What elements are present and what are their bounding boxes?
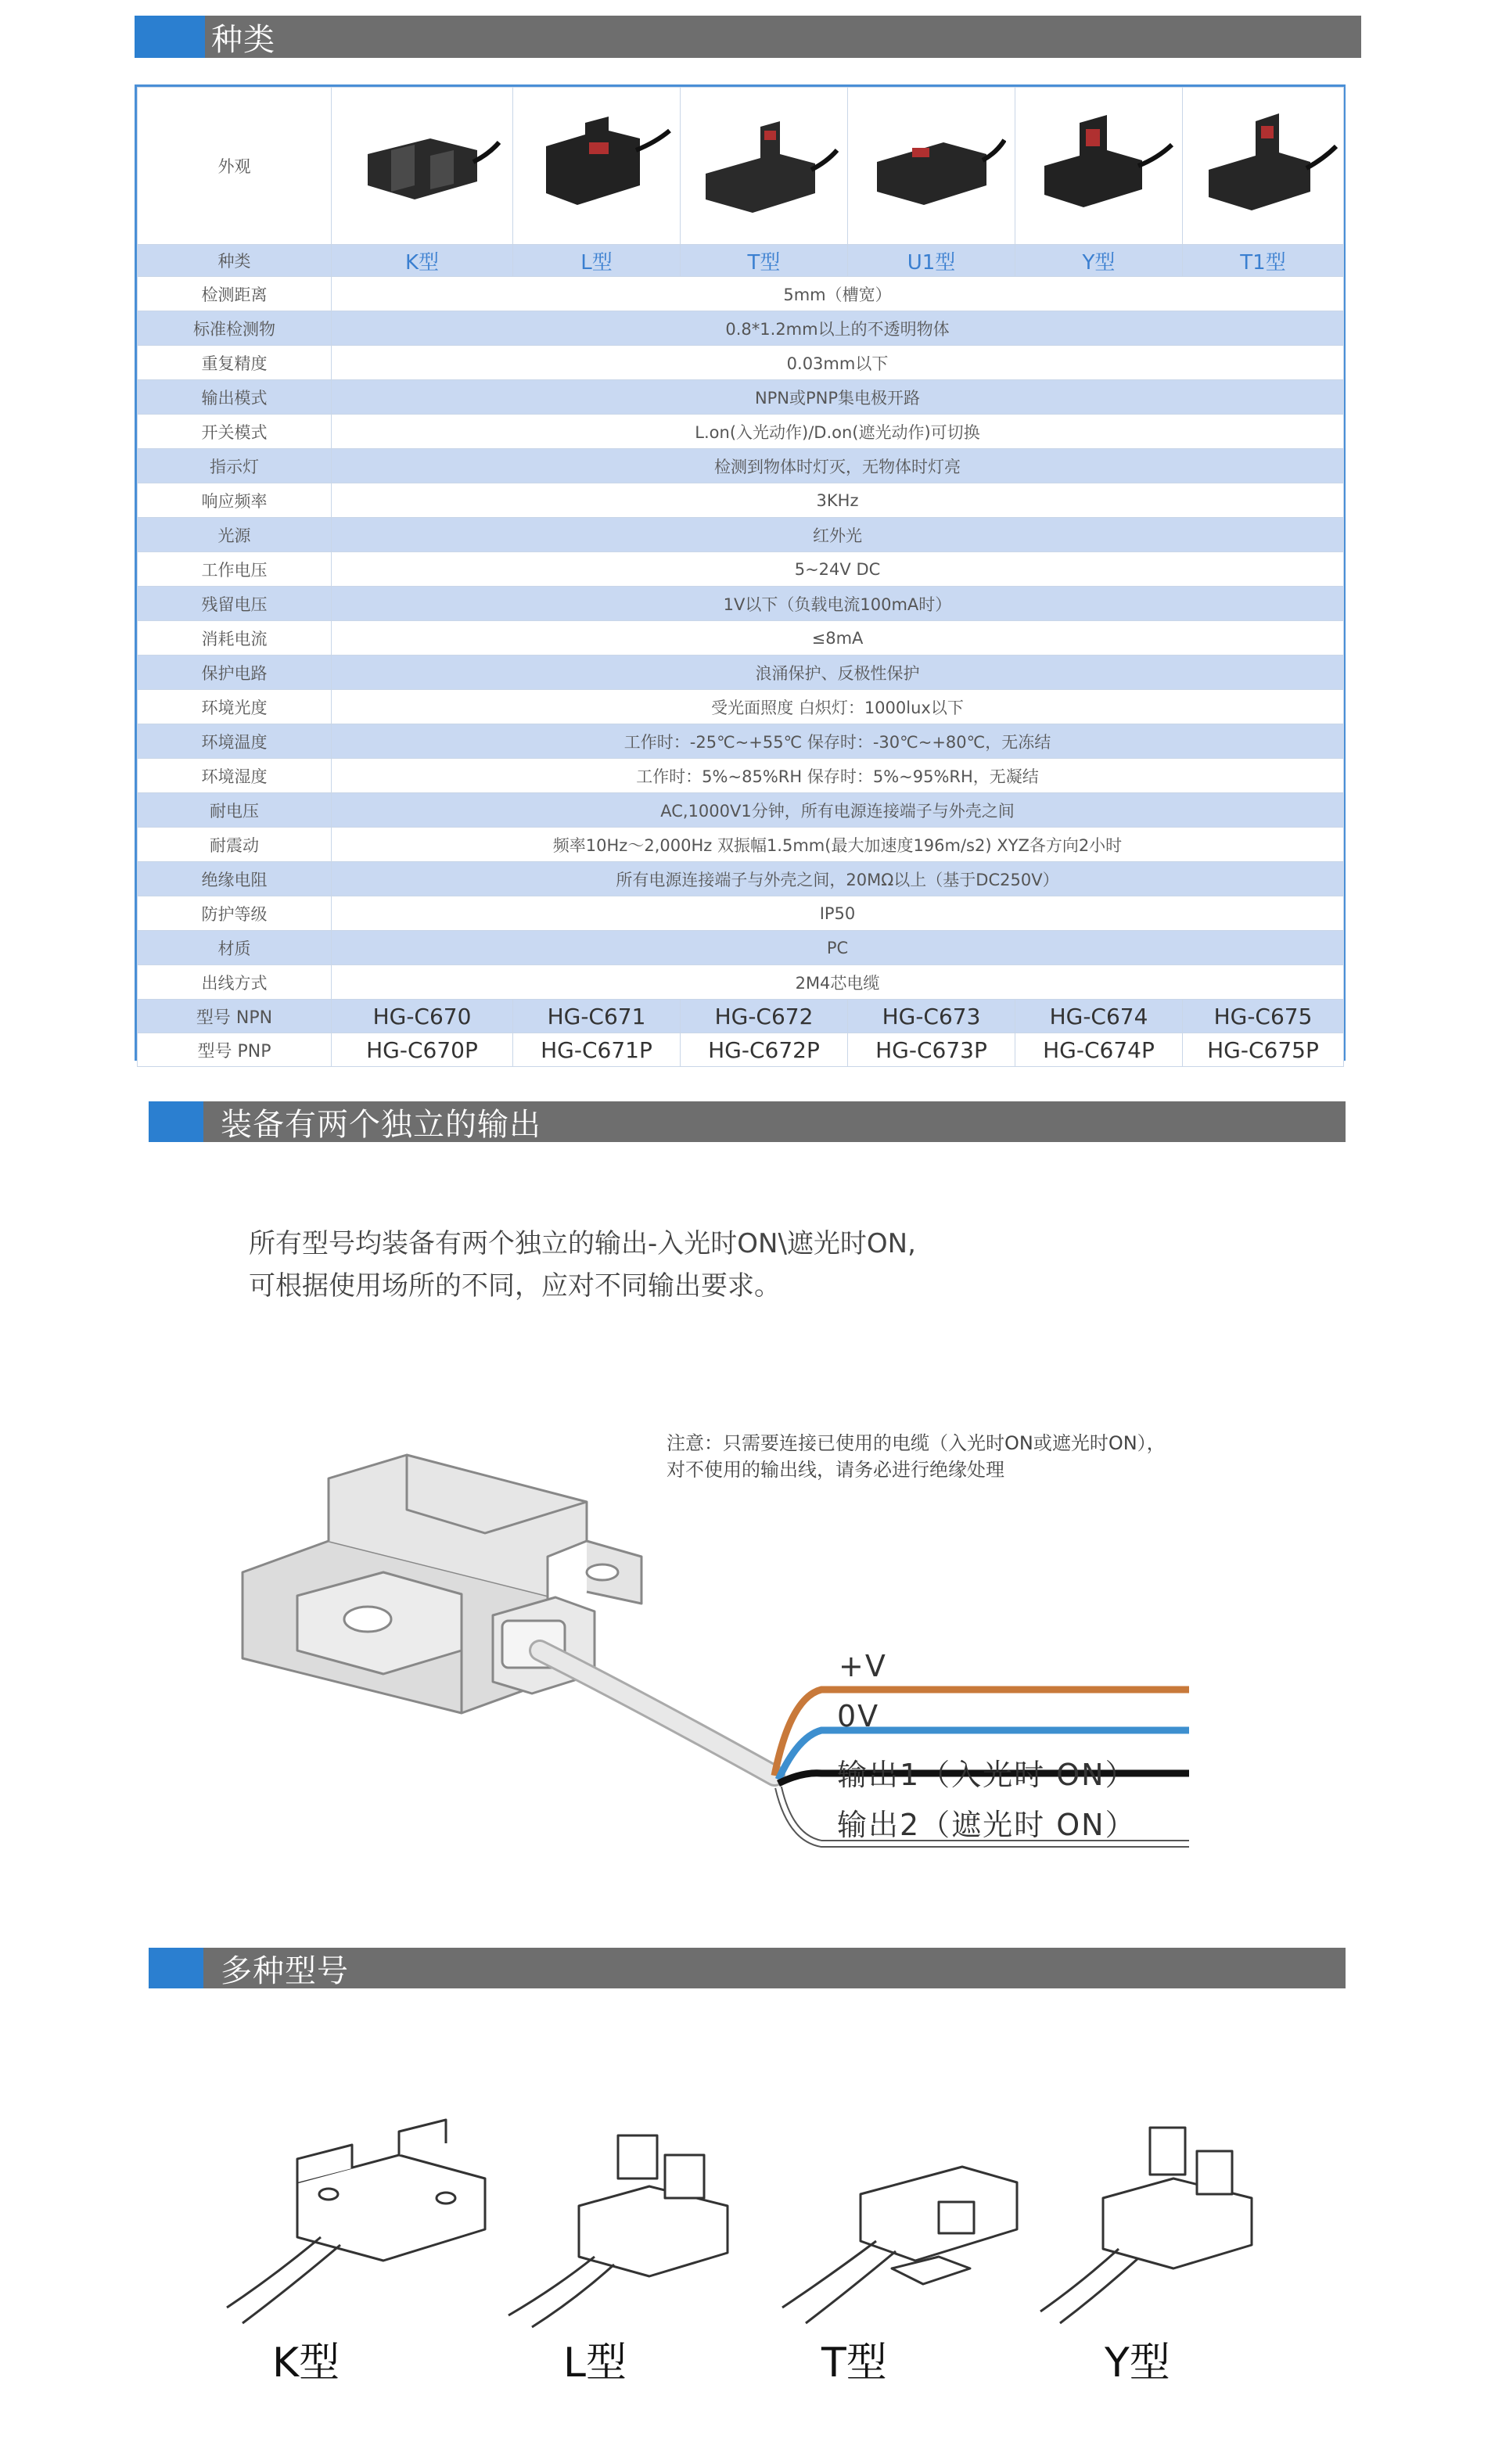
section-title: 装备有两个独立的输出 <box>221 1106 541 1143</box>
type-cell: U1型 <box>848 245 1015 277</box>
model-label-l: L型 <box>563 2340 627 2387</box>
table-row <box>138 828 1344 862</box>
row-value: 0.8*1.2mm以上的不透明物体 <box>332 311 1344 346</box>
sensor-image-u1 <box>848 88 1015 245</box>
desc-line: 可根据使用场所的不同，应对不同输出要求。 <box>249 1270 781 1302</box>
section-header-types <box>135 16 1361 58</box>
row-value: 3KHz <box>332 483 1344 518</box>
type-cell: T型 <box>681 245 848 277</box>
table-row <box>138 518 1344 552</box>
table-row <box>138 896 1344 931</box>
section-title: 多种型号 <box>221 1952 349 1989</box>
table-row <box>138 793 1344 828</box>
model-drawing-y <box>1040 2128 1252 2323</box>
note-line: 对不使用的输出线，请务必进行绝缘处理 <box>667 1459 1004 1481</box>
row-value: 频率10Hz～2,000Hz 双振幅1.5mm(最大加速度196m/s2) XYZ各方向2小时 <box>332 828 1344 862</box>
row-value: PC <box>332 931 1344 965</box>
row-value: 检测到物体时灯灭，无物体时灯亮 <box>332 449 1344 483</box>
type-cell: T1型 <box>1183 245 1344 277</box>
row-label: 保护电路 <box>138 656 332 690</box>
row-label: 环境湿度 <box>138 759 332 793</box>
row-label: 环境光度 <box>138 690 332 724</box>
model-cell: HG-C673P <box>848 1033 1015 1067</box>
row-value: 5~24V DC <box>332 552 1344 587</box>
table-row <box>138 690 1344 724</box>
sensor-image-t1 <box>1183 88 1344 245</box>
row-label: 型号 PNP <box>138 1033 332 1067</box>
row-value: 受光面照度 白炽灯：1000lux以下 <box>332 690 1344 724</box>
section-accent <box>149 1948 203 1988</box>
row-label: 输出模式 <box>138 380 332 415</box>
table-row <box>138 862 1344 896</box>
section-accent <box>149 1101 203 1142</box>
row-value: 红外光 <box>332 518 1344 552</box>
model-cell: HG-C670 <box>332 1000 513 1033</box>
model-cell: HG-C675 <box>1183 1000 1344 1033</box>
row-label: 检测距离 <box>138 277 332 311</box>
row-value: 0.03mm以下 <box>332 346 1344 380</box>
table-row <box>138 656 1344 690</box>
type-cell: Y型 <box>1015 245 1183 277</box>
row-label: 型号 NPN <box>138 1000 332 1033</box>
appearance-row <box>138 88 1344 245</box>
row-label: 耐震动 <box>138 828 332 862</box>
wire-label-plus-v: +V <box>839 1649 887 1683</box>
desc-line: 所有型号均装备有两个独立的输出-入光时ON\遮光时ON, <box>249 1228 916 1259</box>
table-row <box>138 483 1344 518</box>
model-drawing-t <box>782 2167 1017 2323</box>
section-header-outputs <box>149 1101 1346 1142</box>
row-value: L.on(入光动作)/D.on(遮光动作)可切换 <box>332 415 1344 449</box>
note-line: 注意：只需要连接已使用的电缆（入光时ON或遮光时ON）， <box>667 1432 1166 1454</box>
row-label: 响应频率 <box>138 483 332 518</box>
spec-table <box>135 84 1346 1061</box>
model-drawings <box>211 2112 1306 2331</box>
model-cell: HG-C675P <box>1183 1033 1344 1067</box>
sensor-image-y <box>1015 88 1183 245</box>
row-value: 5mm（槽宽） <box>332 277 1344 311</box>
model-cell: HG-C670P <box>332 1033 513 1067</box>
model-cell: HG-C673 <box>848 1000 1015 1033</box>
row-label: 标准检测物 <box>138 311 332 346</box>
row-value: 工作时：-25℃~+55℃ 保存时：-30℃~+80℃，无冻结 <box>332 724 1344 759</box>
model-cell: HG-C672 <box>681 1000 848 1033</box>
table-row <box>138 311 1344 346</box>
model-row-npn <box>138 1000 1344 1033</box>
sensor-image-t <box>681 88 848 245</box>
model-cell: HG-C671 <box>513 1000 681 1033</box>
model-drawing-l <box>508 2135 728 2327</box>
row-label: 种类 <box>138 245 332 277</box>
row-value: AC,1000V1分钟，所有电源连接端子与外壳之间 <box>332 793 1344 828</box>
table-row <box>138 621 1344 656</box>
section-header-models <box>149 1948 1346 1988</box>
table-row <box>138 346 1344 380</box>
row-value: NPN或PNP集电极开路 <box>332 380 1344 415</box>
model-cell: HG-C672P <box>681 1033 848 1067</box>
table-row <box>138 449 1344 483</box>
model-drawing-k <box>227 2120 485 2323</box>
row-value: ≤8mA <box>332 621 1344 656</box>
model-cell: HG-C671P <box>513 1033 681 1067</box>
model-cell: HG-C674P <box>1015 1033 1183 1067</box>
row-label: 出线方式 <box>138 965 332 1000</box>
model-label-t: T型 <box>821 2340 887 2387</box>
table-row <box>138 587 1344 621</box>
row-label: 重复精度 <box>138 346 332 380</box>
row-value: 所有电源连接端子与外壳之间，20MΩ以上（基于DC250V） <box>332 862 1344 896</box>
row-label: 耐电压 <box>138 793 332 828</box>
section-accent <box>135 16 205 58</box>
sensor-image-l <box>513 88 681 245</box>
row-value: 1V以下（负载电流100mA时） <box>332 587 1344 621</box>
type-row <box>138 245 1344 277</box>
outputs-description <box>249 1223 916 1307</box>
row-label: 材质 <box>138 931 332 965</box>
row-label: 环境温度 <box>138 724 332 759</box>
model-row-pnp <box>138 1033 1344 1067</box>
row-label: 光源 <box>138 518 332 552</box>
sensor-image-k <box>332 88 513 245</box>
row-label: 消耗电流 <box>138 621 332 656</box>
table-row <box>138 965 1344 1000</box>
row-label: 外观 <box>138 88 332 245</box>
row-label: 残留电压 <box>138 587 332 621</box>
table-row <box>138 415 1344 449</box>
model-label-y: Y型 <box>1105 2340 1170 2387</box>
row-value: IP50 <box>332 896 1344 931</box>
type-cell: K型 <box>332 245 513 277</box>
row-value: 2M4芯电缆 <box>332 965 1344 1000</box>
table-row <box>138 931 1344 965</box>
model-cell: HG-C674 <box>1015 1000 1183 1033</box>
wire-label-output2: 输出2（遮光时 ON） <box>837 1808 1137 1842</box>
row-label: 指示灯 <box>138 449 332 483</box>
table-row <box>138 724 1344 759</box>
table-row <box>138 759 1344 793</box>
table-row <box>138 552 1344 587</box>
row-value: 工作时：5%~85%RH 保存时：5%~95%RH，无凝结 <box>332 759 1344 793</box>
table-row <box>138 277 1344 311</box>
table-row <box>138 380 1344 415</box>
section-title: 种类 <box>211 21 275 58</box>
row-label: 工作电压 <box>138 552 332 587</box>
wire-label-0v: 0V <box>837 1699 880 1733</box>
row-value: 浪涌保护、反极性保护 <box>332 656 1344 690</box>
wire-label-output1: 输出1（入光时 ON） <box>837 1758 1137 1792</box>
row-label: 绝缘电阻 <box>138 862 332 896</box>
row-label: 开关模式 <box>138 415 332 449</box>
row-label: 防护等级 <box>138 896 332 931</box>
model-label-k: K型 <box>272 2340 340 2387</box>
type-cell: L型 <box>513 245 681 277</box>
